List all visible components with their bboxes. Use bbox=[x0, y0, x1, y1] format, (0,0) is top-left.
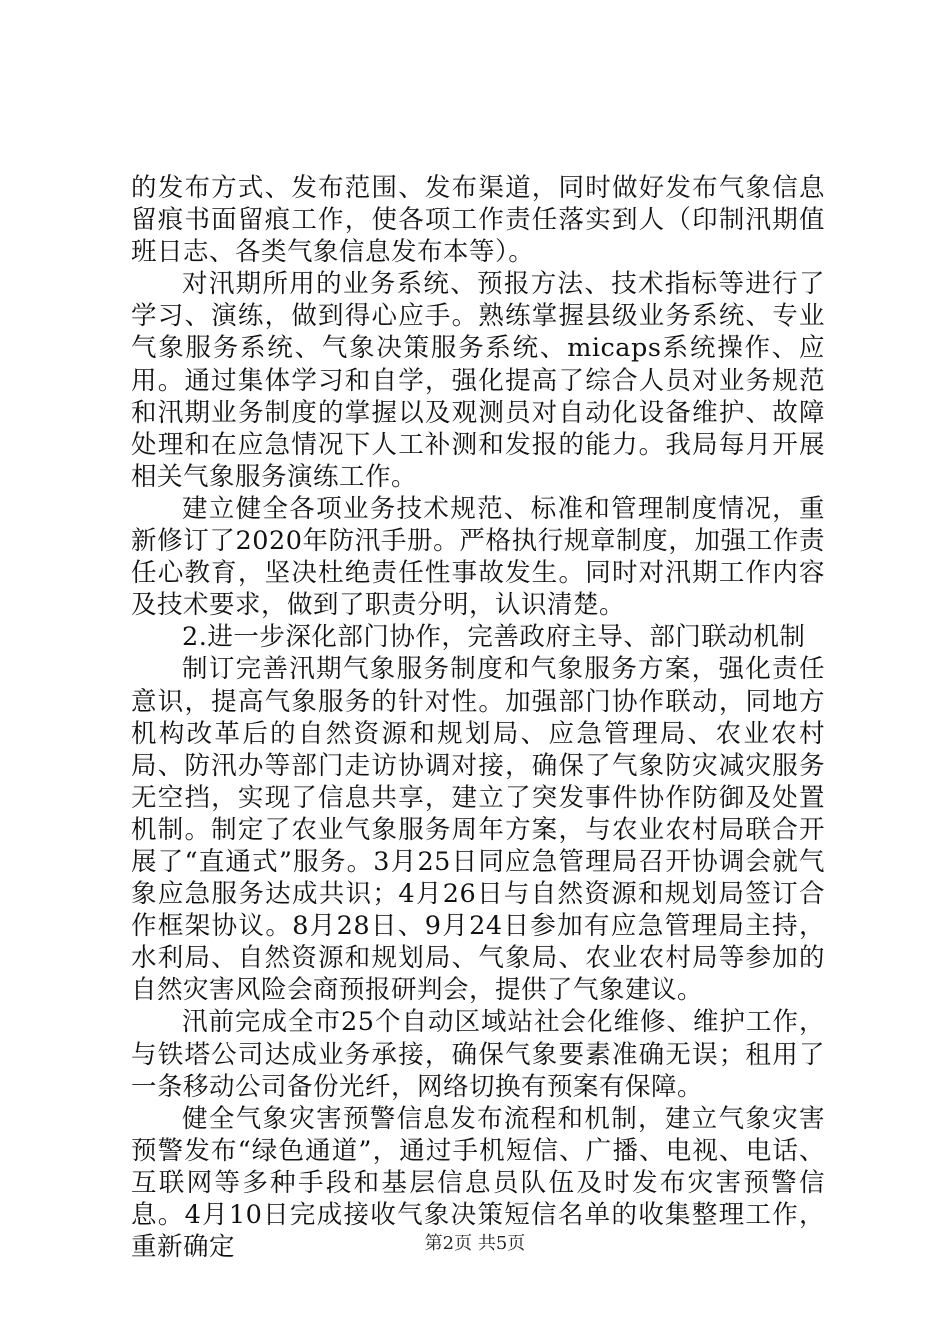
document-body bbox=[131, 172, 825, 1263]
paragraph-training: 对汛期所用的业务系统、预报方法、技术指标等进行了学习、演练，做到得心应手。熟练掌握县级业务系统、专业气象服务系统、气象决策服务系统、micaps系统操作、应用。通过集体学习和自学，强化提高了综合人员对业务规范和汛期业务制度的掌握以及观测员对自动化设备维护、故障处理和在应急情况下人工补测和发报的能力。我局每月开展相关气象服务演练工作。 bbox=[131, 269, 825, 492]
paragraph-continued: 的发布方式、发布范围、发布渠道，同时做好发布气象信息留痕书面留痕工作，使各项工作责任落实到人（印制汛期值班日志、各类气象信息发布本等）。 bbox=[131, 173, 825, 268]
paragraph-regulations: 建立健全各项业务技术规范、标准和管理制度情况，重新修订了2020年防汛手册。严格执行规章制度，加强工作责任心教育，坚决杜绝责任性事故发生。同时对汛期工作内容及技术要求，做到了职责分明，认识清楚。 bbox=[131, 493, 825, 621]
paragraph-cooperation: 制订完善汛期气象服务制度和气象服务方案，强化责任意识，提高气象服务的针对性。加强部门协作联动，同地方机构改革后的自然资源和规划局、应急管理局、农业农村局、防汛办等部门走访协调对接，确保了气象防灾减灾服务无空挡，实现了信息共享，建立了突发事件协作防御及处置机制。制定了农业气象服务周年方案，与农业农村局联合开展了“直通式”服务。3月25日同应急管理局召开协调会就气象应急服务达成共识；4月26日与自然资源和规划局签订合作框架协议。8月28日、9月24日参加有应急管理局主持，水利局、自然资源和规划局、气象局、农业农村局等参加的自然灾害风险会商预报研判会，提供了气象建议。 bbox=[131, 654, 825, 1006]
page-number-footer: 第2页 共5页 bbox=[424, 1233, 526, 1254]
paragraph-warning-release: 健全气象灾害预警信息发布流程和机制，建立气象灾害预警发布“绿色通道”，通过手机短信、广播、电视、电话、互联网等多种手段和基层信息员队伍及时发布灾害预警信息。4月10日完成接收气象决策短信名单的收集整理工作，重新确定 bbox=[131, 1103, 825, 1263]
section-heading: 2.进一步深化部门协作，完善政府主导、部门联动机制 bbox=[182, 622, 806, 653]
paragraph-maintenance: 汛前完成全市25个自动区域站社会化维修、维护工作，与铁塔公司达成业务承接，确保气象要素准确无误；租用了一条移动公司备份光纤，网络切换有预案有保障。 bbox=[131, 1007, 825, 1102]
